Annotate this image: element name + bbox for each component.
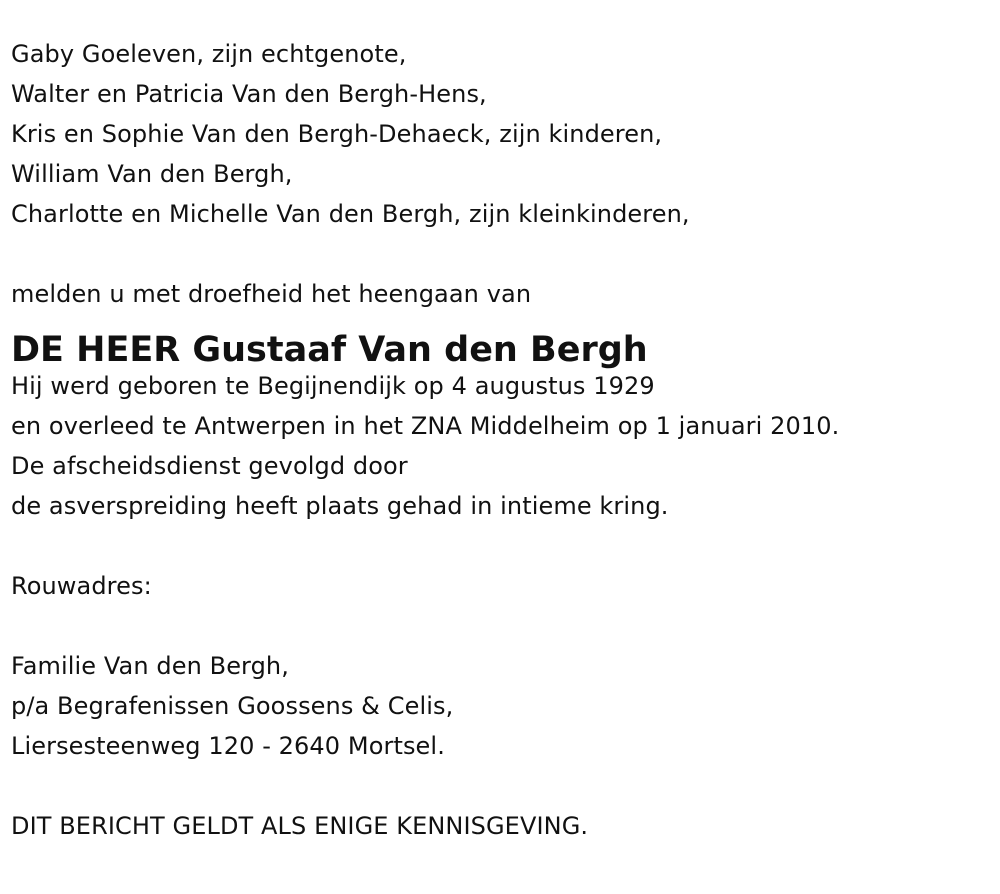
spacer xyxy=(11,526,991,566)
spacer xyxy=(11,606,991,646)
family-line-child-2: Kris en Sophie Van den Bergh-Dehaeck, zijn kinderen, xyxy=(11,120,663,148)
family-list xyxy=(11,34,991,234)
spacer xyxy=(11,234,991,274)
address-line-street: Liersesteenweg 120 - 2640 Mortsel. xyxy=(11,732,445,760)
death-notice xyxy=(11,34,991,846)
death-line: en overleed te Antwerpen in het ZNA Middelheim op 1 januari 2010. xyxy=(11,412,840,440)
service-line-1: De afscheidsdienst gevolgd door xyxy=(11,452,408,480)
address-line-family: Familie Van den Bergh, xyxy=(11,652,289,680)
footer-notice: DIT BERICHT GELDT ALS ENIGE KENNISGEVING. xyxy=(11,812,589,840)
deceased-name: DE HEER Gustaaf Van den Bergh xyxy=(11,330,648,370)
address-block xyxy=(11,646,991,766)
spacer xyxy=(11,766,991,806)
family-line-grandchild-2: Charlotte en Michelle Van den Bergh, zijn kleinkinderen, xyxy=(11,200,690,228)
family-line-child-1: Walter en Patricia Van den Bergh-Hens, xyxy=(11,80,487,108)
birth-line: Hij werd geboren te Begijnendijk op 4 augustus 1929 xyxy=(11,372,655,400)
address-heading: Rouwadres: xyxy=(11,572,152,600)
details-block xyxy=(11,366,991,526)
family-line-grandchild-1: William Van den Bergh, xyxy=(11,160,293,188)
address-line-funeral-home: p/a Begrafenissen Goossens & Celis, xyxy=(11,692,454,720)
family-line-spouse: Gaby Goeleven, zijn echtgenote, xyxy=(11,40,407,68)
service-line-2: de asverspreiding heeft plaats gehad in intieme kring. xyxy=(11,492,669,520)
announcement-text: melden u met droefheid het heengaan van xyxy=(11,280,532,308)
